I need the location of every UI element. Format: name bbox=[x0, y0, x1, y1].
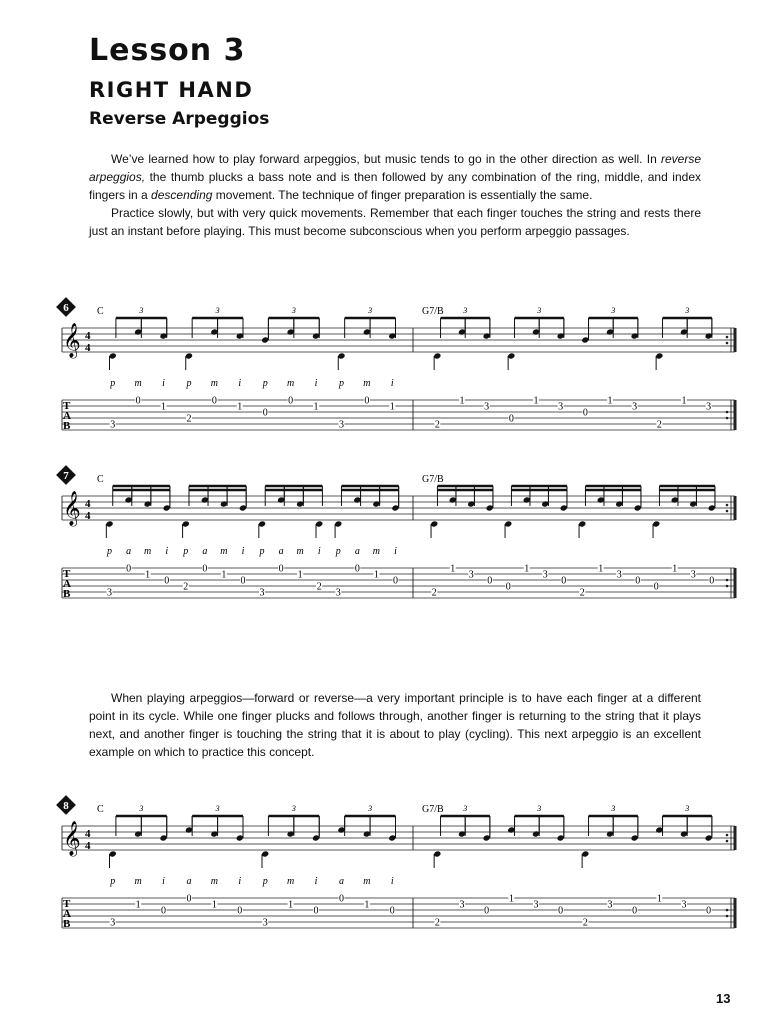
triplet-label: 3 bbox=[611, 804, 616, 813]
tab-fret-number: 0 bbox=[313, 905, 319, 917]
tab-label: T bbox=[63, 898, 71, 910]
tab-fret-number: 1 bbox=[145, 569, 151, 581]
tab-fret-number: 1 bbox=[672, 563, 678, 575]
tab-fret-number: 1 bbox=[450, 563, 456, 575]
tab-fret-number: 1 bbox=[681, 395, 687, 407]
subsection-title: Reverse Arpeggios bbox=[89, 109, 270, 129]
tab-fret-number: 0 bbox=[202, 563, 208, 575]
repeat-dot bbox=[726, 336, 729, 339]
intro-paragraph-1: We’ve learned how to play forward arpeggios, but music tends to go in the other direction as well. In reverse arpeggios, the thumb plucks a bass note and is then followed by any combination of the ring, middle, and index fingers in a descending movement. The technique of finger preparation is essentially the same. bbox=[89, 152, 701, 202]
tab-fret-number: 1 bbox=[221, 569, 227, 581]
tab-fret-number: 3 bbox=[262, 917, 268, 929]
fingering-letter: p bbox=[107, 546, 113, 557]
tab-fret-number: 2 bbox=[656, 419, 662, 431]
tab-fret-number: 3 bbox=[542, 569, 548, 581]
fingering-letter: m bbox=[287, 876, 295, 887]
fingering-letter: p bbox=[183, 546, 189, 557]
tab-fret-number: 0 bbox=[288, 395, 294, 407]
fingering-letter: a bbox=[354, 546, 360, 557]
tab-fret-number: 3 bbox=[632, 401, 638, 413]
tab-fret-number: 0 bbox=[211, 395, 217, 407]
tab-fret-number: 2 bbox=[431, 587, 437, 599]
tab-fret-number: 0 bbox=[392, 575, 398, 587]
repeat-dot bbox=[726, 585, 729, 588]
tab-fret-number: 0 bbox=[161, 905, 167, 917]
tab-fret-number: 2 bbox=[434, 917, 440, 929]
section-title: RIGHT HAND bbox=[89, 78, 254, 102]
fingering-letter: i bbox=[238, 378, 242, 389]
triplet-label: 3 bbox=[463, 804, 468, 813]
fingering-letter: i bbox=[314, 876, 318, 887]
cycling-paragraph: When playing arpeggios—forward or reverse—a very important principle is to have each finger at a different point in its cycle. While one finger plucks and follows through, another finger is returning to the string that it plays next, and another finger is touching the string that it is about to play (cycling). This next arpeggio is an excellent example on which to practice this concept. bbox=[89, 691, 701, 759]
repeat-dot bbox=[726, 579, 729, 582]
tab-fret-number: 0 bbox=[582, 407, 588, 419]
tab-fret-number: 3 bbox=[335, 587, 341, 599]
chord-symbol: G7/B bbox=[422, 474, 444, 485]
tab-label: B bbox=[63, 588, 71, 600]
tab-fret-number: 2 bbox=[579, 587, 585, 599]
tab-fret-number: 1 bbox=[524, 563, 530, 575]
tab-fret-number: 1 bbox=[373, 569, 379, 581]
triplet-label: 3 bbox=[463, 306, 468, 315]
tab-fret-number: 1 bbox=[459, 395, 465, 407]
fingering-letter: p bbox=[338, 378, 344, 389]
tab-fret-number: 3 bbox=[558, 401, 564, 413]
fingering-letter: i bbox=[165, 546, 169, 557]
fingering-letter: p bbox=[262, 378, 268, 389]
tab-fret-number: 1 bbox=[313, 401, 319, 413]
intro-paragraph-2: Practice slowly, but with very quick movements. Remember that each finger touches the string and rests there just an instant before playing. This must become subconscious when you perform arpeggio passages. bbox=[89, 206, 701, 238]
fingering-letter: i bbox=[162, 876, 165, 887]
example-number: 7 bbox=[63, 470, 69, 482]
fingering-letter: i bbox=[238, 876, 242, 887]
tab-fret-number: 1 bbox=[607, 395, 613, 407]
triplet-label: 3 bbox=[685, 306, 690, 315]
tab-label: A bbox=[63, 410, 71, 422]
tab-fret-number: 1 bbox=[211, 899, 217, 911]
chord-symbol: G7/B bbox=[422, 804, 444, 815]
fingering-letter: m bbox=[134, 876, 142, 887]
tab-fret-number: 0 bbox=[635, 575, 641, 587]
tab-fret-number: 1 bbox=[508, 893, 514, 905]
fingering-letter: p bbox=[262, 876, 268, 887]
tab-fret-number: 0 bbox=[561, 575, 567, 587]
tab-label: A bbox=[63, 578, 71, 590]
example-6 bbox=[0, 292, 768, 452]
triplet-label: 3 bbox=[215, 804, 220, 813]
tab-label: A bbox=[63, 908, 71, 920]
tab-label: T bbox=[63, 400, 71, 412]
fingering-letter: a bbox=[278, 546, 284, 557]
triplet-label: 3 bbox=[139, 306, 144, 315]
tab-fret-number: 0 bbox=[237, 905, 243, 917]
tab-fret-number: 1 bbox=[533, 395, 539, 407]
fingering-letter: m bbox=[363, 378, 371, 389]
tab-fret-number: 3 bbox=[259, 587, 265, 599]
fingering-letter: m bbox=[144, 546, 152, 557]
tab-fret-number: 3 bbox=[468, 569, 474, 581]
tab-fret-number: 3 bbox=[484, 401, 490, 413]
tab-fret-number: 1 bbox=[297, 569, 303, 581]
tab-fret-number: 3 bbox=[681, 899, 687, 911]
repeat-dot bbox=[726, 504, 729, 507]
tab-fret-number: 0 bbox=[487, 575, 493, 587]
example-number: 6 bbox=[63, 302, 69, 314]
repeat-dot bbox=[726, 510, 729, 513]
cycling-text bbox=[89, 689, 701, 761]
chord-symbol: C bbox=[97, 474, 104, 485]
time-signature-top: 4 bbox=[85, 330, 91, 342]
fingering-letter: m bbox=[372, 546, 381, 557]
tab-fret-number: 1 bbox=[288, 899, 294, 911]
tab-fret-number: 0 bbox=[354, 563, 360, 575]
tab-fret-number: 1 bbox=[161, 401, 167, 413]
repeat-dot bbox=[726, 840, 729, 843]
tab-fret-number: 0 bbox=[558, 905, 564, 917]
fingering-letter: i bbox=[317, 546, 321, 557]
fingering-letter: m bbox=[134, 378, 142, 389]
chord-symbol: C bbox=[97, 306, 104, 317]
time-signature-top: 4 bbox=[85, 828, 91, 840]
example-7 bbox=[0, 460, 768, 620]
tab-fret-number: 0 bbox=[505, 581, 511, 593]
tab-fret-number: 3 bbox=[107, 587, 113, 599]
fingering-letter: m bbox=[210, 378, 218, 389]
tab-fret-number: 2 bbox=[183, 581, 189, 593]
repeat-dot bbox=[726, 915, 729, 918]
repeat-dot bbox=[726, 834, 729, 837]
tab-fret-number: 2 bbox=[316, 581, 322, 593]
fingering-letter: i bbox=[241, 546, 245, 557]
tab-fret-number: 3 bbox=[110, 419, 116, 431]
tab-fret-number: 1 bbox=[237, 401, 243, 413]
fingering-letter: m bbox=[363, 876, 371, 887]
repeat-dot bbox=[726, 909, 729, 912]
time-signature-bottom: 4 bbox=[85, 840, 91, 852]
tab-fret-number: 2 bbox=[582, 917, 588, 929]
tab-fret-number: 0 bbox=[262, 407, 268, 419]
tab-fret-number: 0 bbox=[706, 905, 712, 917]
tab-fret-number: 1 bbox=[656, 893, 662, 905]
fingering-letter: m bbox=[210, 876, 218, 887]
time-signature-top: 4 bbox=[85, 498, 91, 510]
tab-fret-number: 0 bbox=[164, 575, 170, 587]
treble-clef: 𝄞 bbox=[63, 324, 81, 357]
tab-fret-number: 0 bbox=[126, 563, 132, 575]
tab-fret-number: 3 bbox=[607, 899, 613, 911]
treble-clef: 𝄞 bbox=[63, 492, 81, 525]
tab-fret-number: 2 bbox=[186, 413, 192, 425]
tab-fret-number: 3 bbox=[533, 899, 539, 911]
example-number: 8 bbox=[63, 800, 69, 812]
tab-fret-number: 0 bbox=[364, 395, 370, 407]
tab-fret-number: 0 bbox=[186, 893, 192, 905]
chord-symbol: G7/B bbox=[422, 306, 444, 317]
tab-fret-number: 3 bbox=[706, 401, 712, 413]
triplet-label: 3 bbox=[368, 306, 373, 315]
triplet-label: 3 bbox=[685, 804, 690, 813]
tab-fret-number: 0 bbox=[389, 905, 395, 917]
tab-fret-number: 0 bbox=[709, 575, 715, 587]
tab-fret-number: 3 bbox=[110, 917, 116, 929]
triplet-label: 3 bbox=[537, 306, 542, 315]
page-number: 13 bbox=[716, 991, 731, 1006]
tab-label: B bbox=[63, 918, 71, 930]
fingering-letter: p bbox=[110, 876, 116, 887]
tab-fret-number: 0 bbox=[508, 413, 514, 425]
tab-fret-number: 0 bbox=[240, 575, 246, 587]
lesson-title: Lesson 3 bbox=[89, 33, 246, 68]
triplet-label: 3 bbox=[368, 804, 373, 813]
tab-fret-number: 3 bbox=[616, 569, 622, 581]
fingering-letter: a bbox=[202, 546, 208, 557]
tab-fret-number: 1 bbox=[364, 899, 370, 911]
intro-text bbox=[89, 150, 701, 240]
fingering-letter: m bbox=[220, 546, 228, 557]
repeat-dot bbox=[726, 417, 729, 420]
tab-fret-number: 1 bbox=[598, 563, 604, 575]
example-8 bbox=[0, 790, 768, 950]
fingering-letter: a bbox=[186, 876, 192, 887]
triplet-label: 3 bbox=[291, 306, 296, 315]
fingering-letter: p bbox=[335, 546, 341, 557]
fingering-letter: i bbox=[162, 378, 165, 389]
tab-fret-number: 2 bbox=[434, 419, 440, 431]
tab-fret-number: 3 bbox=[690, 569, 696, 581]
time-signature-bottom: 4 bbox=[85, 510, 91, 522]
fingering-letter: m bbox=[287, 378, 295, 389]
tab-fret-number: 0 bbox=[338, 893, 344, 905]
fingering-letter: p bbox=[110, 378, 116, 389]
tab-label: B bbox=[63, 420, 71, 432]
triplet-label: 3 bbox=[537, 804, 542, 813]
triplet-label: 3 bbox=[291, 804, 296, 813]
fingering-letter: m bbox=[296, 546, 304, 557]
treble-clef: 𝄞 bbox=[63, 822, 81, 855]
tab-fret-number: 3 bbox=[338, 419, 344, 431]
fingering-letter: i bbox=[394, 546, 397, 557]
tab-fret-number: 0 bbox=[278, 563, 284, 575]
fingering-letter: p bbox=[259, 546, 265, 557]
tab-fret-number: 0 bbox=[632, 905, 638, 917]
tab-fret-number: 1 bbox=[135, 899, 141, 911]
tab-fret-number: 0 bbox=[135, 395, 141, 407]
fingering-letter: a bbox=[126, 546, 132, 557]
tab-fret-number: 3 bbox=[459, 899, 465, 911]
fingering-letter: p bbox=[186, 378, 192, 389]
tab-fret-number: 0 bbox=[653, 581, 659, 593]
tab-label: T bbox=[63, 568, 71, 580]
tab-fret-number: 1 bbox=[389, 401, 395, 413]
fingering-letter: i bbox=[390, 378, 394, 389]
fingering-letter: a bbox=[338, 876, 344, 887]
triplet-label: 3 bbox=[611, 306, 616, 315]
fingering-letter: i bbox=[314, 378, 318, 389]
repeat-dot bbox=[726, 411, 729, 414]
time-signature-bottom: 4 bbox=[85, 342, 91, 354]
repeat-dot bbox=[726, 342, 729, 345]
fingering-letter: i bbox=[390, 876, 394, 887]
tab-fret-number: 0 bbox=[484, 905, 490, 917]
triplet-label: 3 bbox=[215, 306, 220, 315]
triplet-label: 3 bbox=[139, 804, 144, 813]
chord-symbol: C bbox=[97, 804, 104, 815]
